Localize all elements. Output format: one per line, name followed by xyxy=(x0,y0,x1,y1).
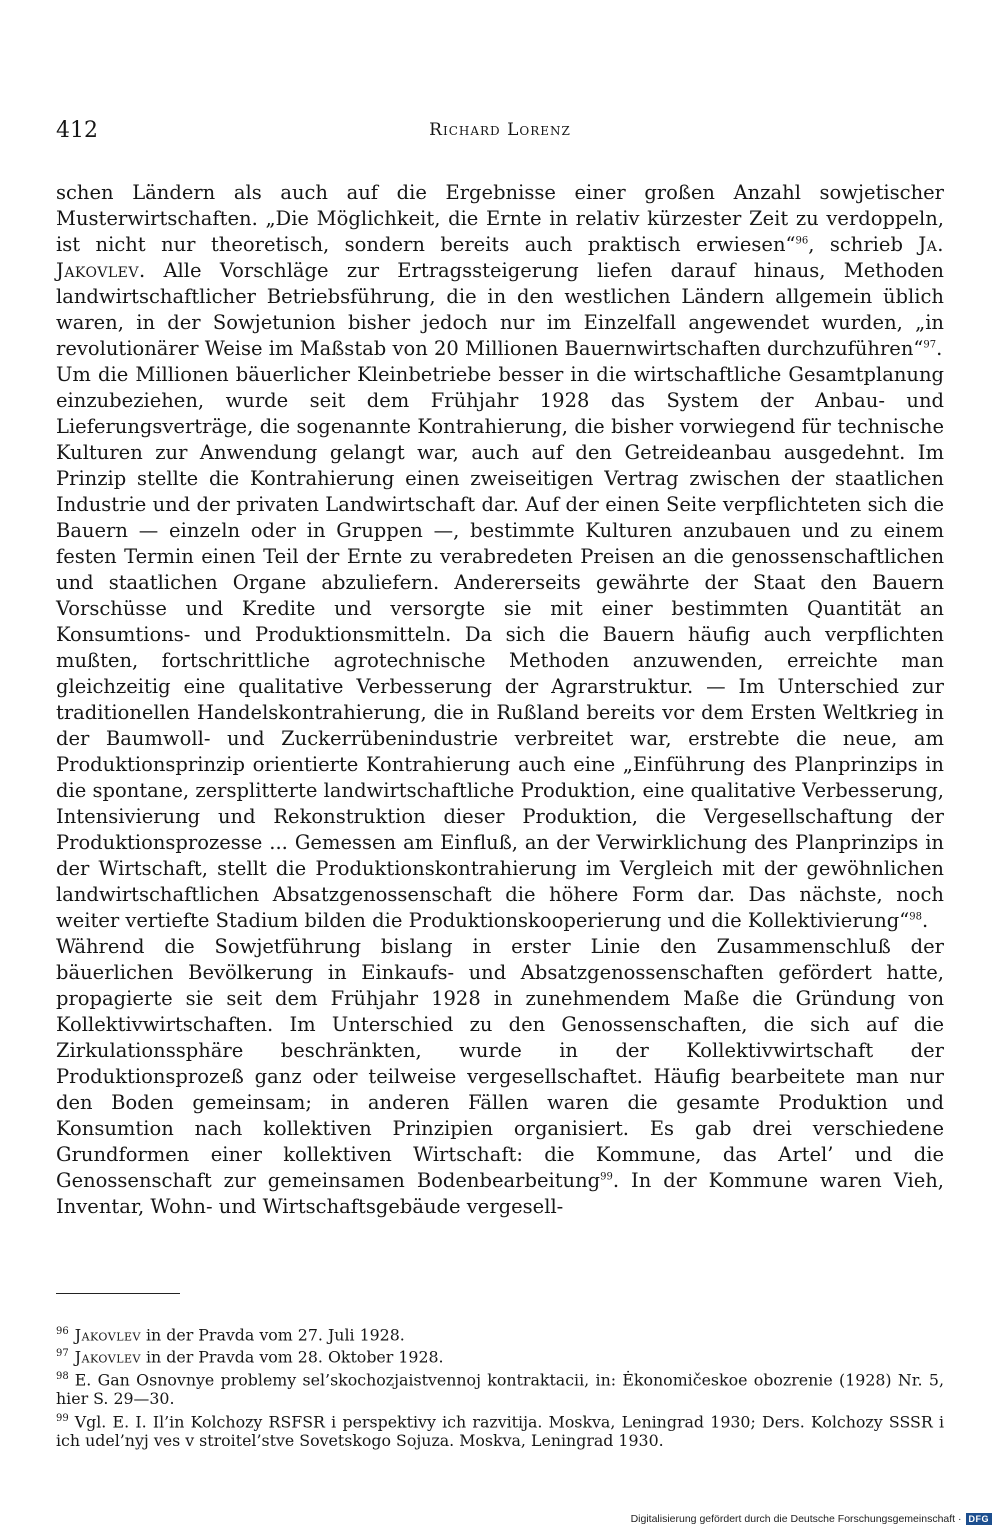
body-text xyxy=(56,180,944,1220)
footnote-number: 99 xyxy=(56,1412,69,1424)
footnote-number: 98 xyxy=(56,1370,69,1382)
author-name: Ja. Jakovlev xyxy=(56,233,945,282)
footnote-number: 97 xyxy=(56,1348,69,1360)
footnote-ref-99: 99 xyxy=(600,1171,613,1183)
paragraph-3 xyxy=(56,934,944,1220)
running-head: Richard Lorenz xyxy=(429,120,571,140)
dfg-logo: DFG xyxy=(966,1513,993,1525)
p1-text-3: . Alle Vorschläge zur Ertragssteigerung liefen darauf hinaus, Methoden landwirtschaftlicher Betriebsführung, die in den westlichen Ländern allgemein üblich waren, in der Sowjetunion bisher jedoch nur im Einzelfall angewendet wurden, „in revolutionärer Weise im Maßstab von 20 Millionen Bauernwirtschaften durchzuführen“ xyxy=(56,259,944,360)
footnote-97 xyxy=(56,1344,944,1366)
footnote-author: Jakovlev xyxy=(74,1325,141,1345)
footnote-ref-98: 98 xyxy=(909,911,922,923)
footnote-99 xyxy=(56,1409,944,1451)
p1-text-1: schen Ländern als auch auf die Ergebnisse einer großen Anzahl sowjetischer Musterwirtschaften. „Die Möglichkeit, die Ernte in relativ kürzester Zeit zu verdoppeln, ist nicht nur theoretisch, sondern bereits auch praktisch erwiesen“ xyxy=(56,181,944,256)
footnote-text: in der Pravda vom 28. Oktober 1928. xyxy=(140,1347,444,1367)
footnote-ref-96: 96 xyxy=(795,235,809,247)
p3-text-1: Während die Sowjetführung bislang in erster Linie den Zusammenschluß der bäuerlichen Bevölkerung in Einkaufs- und Absatzgenossenschaften gefördert hatte, propagierte sie seit dem Frühjahr 1928 in zunehmendem Maße die Gründung von Kollektivwirtschaften. Im Unterschied zu den Genossenschaften, die sich auf die Zirkulationssphäre beschränkten, wurde in der Kollektivwirtschaft der Produktionsprozeß ganz oder teilweise vergesellschaftet. Häufig bearbeitete man nur den Boden gemeinsam; in anderen Fällen waren die gesamte Produktion und Konsumtion nach kollektiven Prinzipien organisiert. Es gab drei verschiedene Grundformen einer kollektiven Wirtschaft: die Kommune, das Artel’ und die Genossenschaft zur gemeinsamen Bodenbearbeitung xyxy=(56,935,944,1192)
p1-text-2: , schrieb xyxy=(808,233,919,256)
footnote-text: E. Gan Osnovnye problemy sel’skochozjaistvennoj kontraktacii, in: Ėkonomičeskoe obozrenie (1928) Nr. 5, hier S. 29—30. xyxy=(56,1370,944,1409)
credit-text: Digitalisierung gefördert durch die Deutsche Forschungsgemeinschaft · xyxy=(630,1513,962,1525)
p1-text-4: . xyxy=(936,337,943,360)
paragraph-2 xyxy=(56,362,944,934)
p2-text-1: Um die Millionen bäuerlicher Kleinbetriebe besser in die wirtschaftliche Gesamtplanung einzubeziehen, wurde seit dem Frühjahr 1928 das System der Anbau- und Lieferungsverträge, die sogenannte Kontrahierung, die bisher vorwiegend für technische Kulturen zur Anwendung gelangt war, auch auf den Getreideanbau ausgedehnt. Im Prinzip stellte die Kontrahierung einen zweiseitigen Vertrag zwischen der staatlichen Industrie und der privaten Landwirtschaft dar. Auf der einen Seite verpflichteten sich die Bauern — einzeln oder in Gruppen —, bestimmte Kulturen anzubauen und zu einem festen Termin einen Teil der Ernte zu verabredeten Preisen an die genossenschaftlichen und staatlichen Organe abzuliefern. Andererseits gewährte der Staat den Bauern Vorschüsse und Kredite und versorgte sie mit einer bestimmten Quantität an Konsumtions- und Produktionsmitteln. Da sich die Bauern häufig auch verpflichten mußten, fortschrittliche agrotechnische Methoden anzuwenden, erreichte man gleichzeitig eine qualitative Verbesserung der Agrarstruktur. — Im Unterschied zur traditionellen Handelskontrahierung, die in Rußland bereits vor dem Ersten Weltkrieg in der Baumwoll- und Zuckerrübenindustrie verbreitet war, erstrebte die neue, am Produktionsprinzip orientierte Kontrahierung auch eine „Einführung des Planprinzips in die spontane, zersplitterte landwirtschaftliche Produktion, eine qualitative Verbesserung, Intensivierung und Rekonstruktion dieser Produktion, die Vergesellschaftung der Produktionsprozesse ... Gemessen am Einfluß, an der Verwirklichung des Planprinzips in der Wirtschaft, stellt die Produktionskontrahierung im Vergleich mit der gewöhnlichen landwirtschaftlichen Absatzgenossenschaft die höhere Form dar. Das nächste, noch weiter vertiefte Stadium bilden die Produktionskooperierung und die Kollektivierung“ xyxy=(56,363,944,932)
footnote-separator xyxy=(56,1293,180,1294)
page-header xyxy=(56,118,944,148)
footnote-text: in der Pravda vom 27. Juli 1928. xyxy=(140,1325,405,1345)
footnote-text: Vgl. E. I. Il’in Kolchozy RSFSR i perspektivy ich razvitija. Moskva, Leningrad 1930; Ders. Kolchozy SSSR i ich udel’nyj ves v stroitel’stve Sovetskogo Sojuza. Moskva, Leningrad 1930. xyxy=(56,1411,944,1451)
footnote-98 xyxy=(56,1367,944,1409)
p3-text-2: . In der Kommune waren Vieh, Inventar, Wohn- und Wirtschaftsgebäude vergesell- xyxy=(56,1169,944,1218)
page-number: 412 xyxy=(56,118,98,143)
footnote-author: Jakovlev xyxy=(74,1347,141,1367)
paragraph-1 xyxy=(56,180,944,362)
p2-text-2: . xyxy=(921,909,929,932)
footnotes xyxy=(56,1322,944,1450)
digitization-credit xyxy=(631,1511,992,1527)
footnote-ref-97: 97 xyxy=(923,339,937,351)
footnote-96 xyxy=(56,1322,944,1344)
footnote-number: 96 xyxy=(56,1326,69,1337)
